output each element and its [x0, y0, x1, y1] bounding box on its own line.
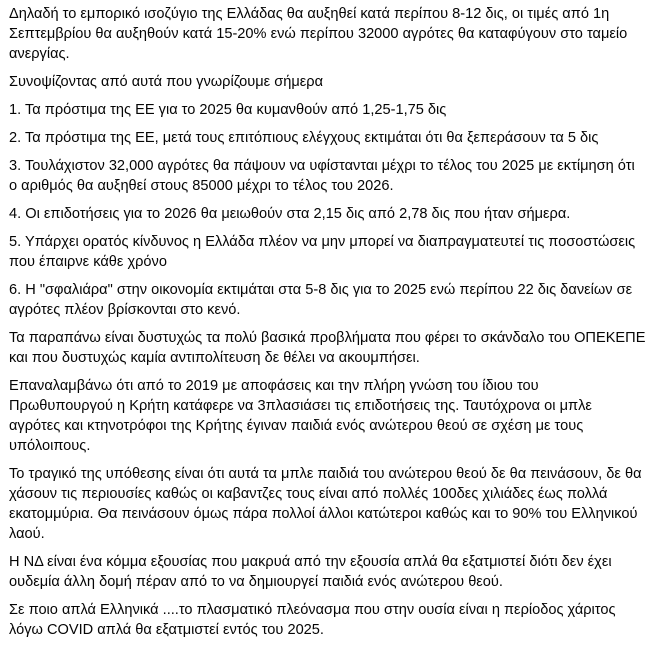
- list-item-6: 6. Η "σφαλιάρα" στην οικονομία εκτιμάται στα 5-8 δις για το 2025 ενώ περίπου 22 δις δανείων σε αγρότες πλέον βρίσκονται στο κενό.: [9, 282, 633, 318]
- paragraph-tragic: Το τραγικό της υπόθεσης είναι ότι αυτά τα μπλε παιδιά του ανώτερου θεού δε θα πεινάσουν, δε θα χάσουν τις περιουσίες καθώς οι καβαντζες τους είναι από πολλές 100δες χιλιάδες έως πολλά εκατομμύρια. Θα πεινάσουν όμως πάρα πολλοί άλλοι κατώτεροι καθώς και το 90% του Ελληνικού λαού.: [9, 466, 642, 542]
- paragraph-conclusion: Σε ποιο απλά Ελληνικά ....το πλασματικό πλεόνασμα που στην ουσία είναι η περίοδος χάριτος λόγω COVID απλά θα εξατμιστεί εντός του 2025.: [9, 602, 616, 638]
- paragraph-summary-heading: Συνοψίζοντας από αυτά που γνωρίζουμε σήμερα: [9, 74, 324, 90]
- list-item-3: 3. Τουλάχιστον 32,000 αγρότες θα πάψουν να υφίστανται μέχρι το τέλος του 2025 με εκτίμηση ότι ο αριθμός θα αυξηθεί στους 85000 μέχρι το τέλος του 2026.: [9, 158, 635, 194]
- list-item-1: 1. Τα πρόστιμα της ΕΕ για το 2025 θα κυμανθούν από 1,25-1,75 δις: [9, 102, 447, 118]
- paragraph-intro: Δηλαδή το εμπορικό ισοζύγιο της Ελλάδας θα αυξηθεί κατά περίπου 8-12 δις, οι τιμές από 1η Σεπτεμβρίου θα αυξηθούν κατά 15-20% ενώ περίπου 32000 αγρότες θα καταφύγουν στο ταμείο ανεργίας.: [9, 6, 628, 62]
- paragraph-opekepe: Τα παραπάνω είναι δυστυχώς τα πολύ βασικά προβλήματα που φέρει το σκάνδαλο του ΟΠΕΚΕΠΕ και που δυστυχώς καμία αντιπολίτευση δε θέλει να ακουμπήσει.: [9, 330, 646, 366]
- list-item-5: 5. Υπάρχει ορατός κίνδυνος η Ελλάδα πλέον να μην μπορεί να διαπραγματευτεί τις ποσοστώσεις που έπαιρνε κάθε χρόνο: [9, 234, 636, 270]
- list-item-4: 4. Οι επιδοτήσεις για το 2026 θα μειωθούν στα 2,15 δις από 2,78 δις που ήταν σήμερα.: [9, 206, 571, 222]
- list-item-2: 2. Τα πρόστιμα της ΕΕ, μετά τους επιτόπιους ελέγχους εκτιμάται ότι θα ξεπεράσουν τα 5 δις: [9, 130, 599, 146]
- paragraph-nd: Η ΝΔ είναι ένα κόμμα εξουσίας που μακρυά από την εξουσία απλά θα εξατμιστεί διότι δεν έχει ουδεμία άλλη δομή πέραν από το να δημιουργεί παιδιά ενός ανώτερου θεού.: [9, 554, 612, 590]
- paragraph-crete: Επαναλαμβάνω ότι από το 2019 με αποφάσεις και την πλήρη γνώση του ίδιου του Πρωθυπουργού η Κρήτη κατάφερε να 3πλασιάσει τις επιδοτήσεις της. Ταυτόχρονα οι μπλε αγρότες και κτηνοτρόφοι της Κρήτης έγιναν παιδιά ενός ανώτερου θεού σε σχέση με τους υπόλοιπους.: [9, 378, 592, 454]
